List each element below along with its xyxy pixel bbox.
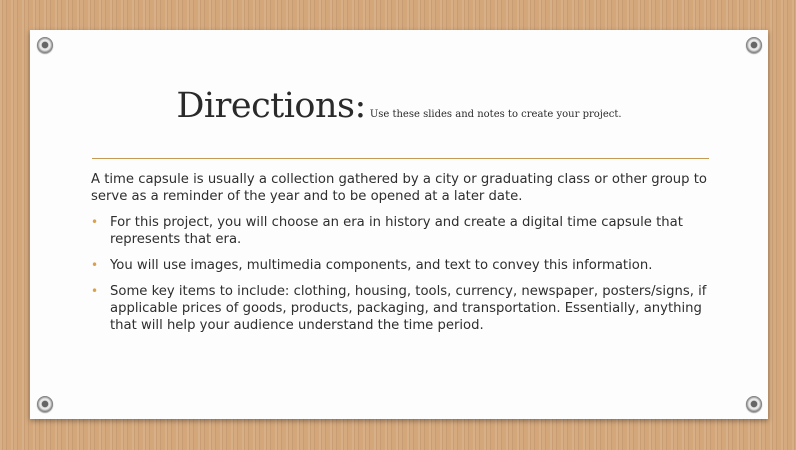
bullet-text: Some key items to include: clothing, housing, tools, currency, newspaper, posters/signs, if applicable prices of goods, products, packaging, and transportation. Essentially, anything that will help your audience understand the time period.	[110, 284, 707, 333]
bullet-icon: •	[91, 215, 99, 229]
bullet-item	[91, 214, 721, 248]
bullet-item	[91, 283, 721, 334]
slide-body	[91, 171, 721, 343]
bullet-item	[91, 257, 721, 274]
slide-subtitle: Use these slides and notes to create your project.	[369, 109, 622, 120]
intro-paragraph: A time capsule is usually a collection gathered by a city or graduating class or other group to serve as a reminder of the year and to be opened at a later date.	[91, 172, 707, 204]
bullet-text: For this project, you will choose an era in history and create a digital time capsule that represents that era.	[110, 215, 683, 247]
bullet-icon: •	[91, 258, 99, 272]
slide-title-row	[90, 86, 708, 126]
slide	[30, 30, 768, 419]
grommet-icon	[37, 37, 53, 53]
bullet-list	[91, 214, 721, 334]
title-divider	[92, 158, 709, 159]
grommet-icon	[37, 396, 53, 412]
slide-title: Directions:	[176, 86, 366, 126]
bullet-text: You will use images, multimedia components, and text to convey this information.	[110, 258, 653, 273]
grommet-icon	[746, 37, 762, 53]
bullet-icon: •	[91, 284, 99, 298]
grommet-icon	[746, 396, 762, 412]
